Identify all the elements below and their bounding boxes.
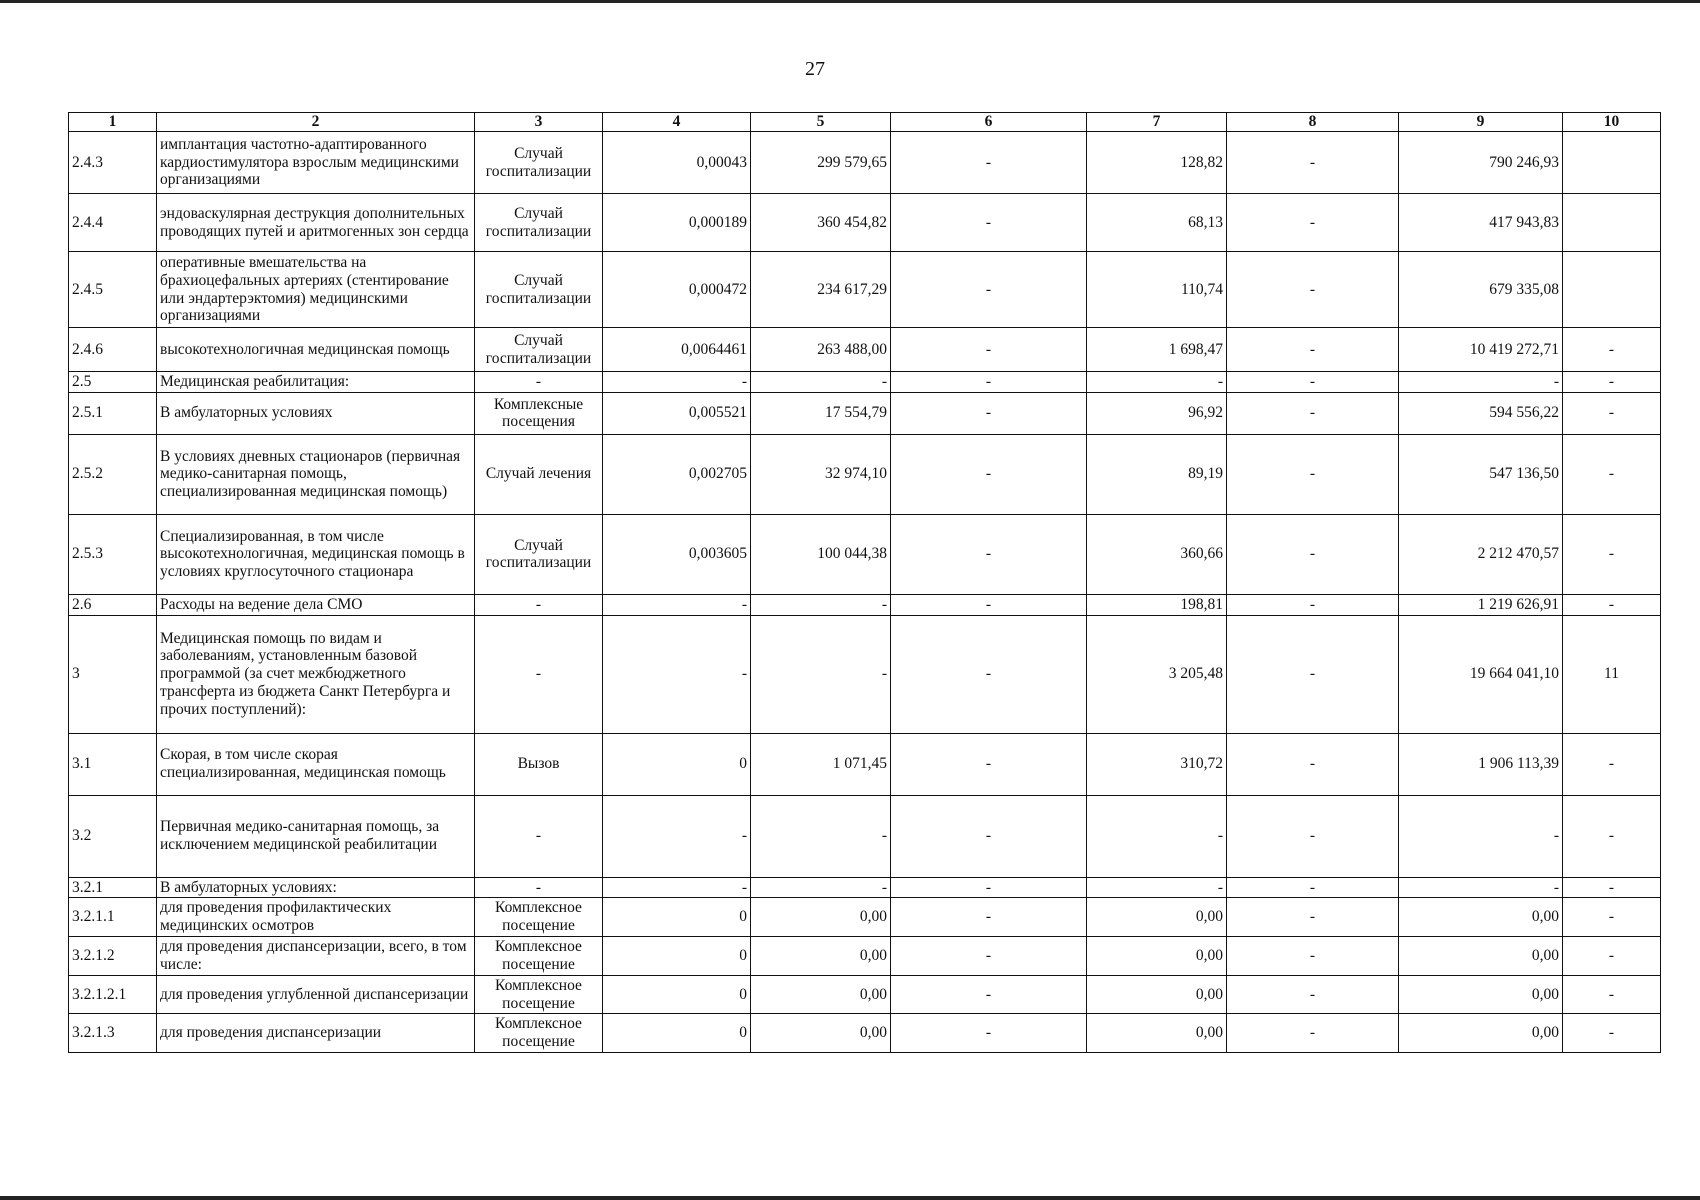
top-border	[0, 0, 1700, 3]
col7-value: 110,74	[1087, 252, 1227, 328]
row-code: 3	[69, 615, 157, 733]
col6-value: -	[891, 252, 1087, 328]
col7-value: 96,92	[1087, 392, 1227, 434]
col4-value: 0	[603, 937, 751, 976]
col4-value: 0	[603, 1014, 751, 1053]
col5-value: 0,00	[751, 975, 891, 1014]
column-header: 5	[751, 113, 891, 132]
table-row	[69, 392, 1661, 434]
col6-value: -	[891, 392, 1087, 434]
table-row	[69, 877, 1661, 898]
col10-value	[1563, 252, 1661, 328]
row-name: имплантация частотно-адаптированного кардиостимулятора взрослым медицинскими организациями	[157, 132, 475, 194]
col9-value: 417 943,83	[1399, 194, 1563, 252]
col9-value: 0,00	[1399, 937, 1563, 976]
col9-value: 679 335,08	[1399, 252, 1563, 328]
row-name: эндоваскулярная деструкция дополнительных проводящих путей и аритмогенных зон сердца	[157, 194, 475, 252]
col5-value: -	[751, 795, 891, 877]
col8-value: -	[1227, 132, 1399, 194]
unit-cell: Случай лечения	[475, 434, 603, 514]
row-code: 2.4.3	[69, 132, 157, 194]
table-row	[69, 252, 1661, 328]
row-code: 2.5.2	[69, 434, 157, 514]
row-name: Скорая, в том числе скорая специализированная, медицинская помощь	[157, 733, 475, 795]
table-row	[69, 975, 1661, 1014]
col4-value: 0,003605	[603, 514, 751, 594]
col5-value: -	[751, 877, 891, 898]
col4-value: -	[603, 615, 751, 733]
column-header: 6	[891, 113, 1087, 132]
row-name: В условиях дневных стационаров (первичная медико-санитарная помощь, специализированная медицинская помощь)	[157, 434, 475, 514]
col9-value: 1 906 113,39	[1399, 733, 1563, 795]
col9-value: 0,00	[1399, 898, 1563, 937]
header-row	[69, 113, 1661, 132]
unit-cell: Случай госпитализации	[475, 328, 603, 372]
col9-value: 594 556,22	[1399, 392, 1563, 434]
unit-cell: Вызов	[475, 733, 603, 795]
table-row	[69, 514, 1661, 594]
unit-cell: Комплексное посещение	[475, 1014, 603, 1053]
data-table	[68, 112, 1661, 1053]
col8-value: -	[1227, 877, 1399, 898]
col10-value	[1563, 132, 1661, 194]
col8-value: -	[1227, 328, 1399, 372]
col5-value: 0,00	[751, 1014, 891, 1053]
col9-value: 2 212 470,57	[1399, 514, 1563, 594]
column-header: 9	[1399, 113, 1563, 132]
unit-cell: Случай госпитализации	[475, 194, 603, 252]
col6-value: -	[891, 733, 1087, 795]
col4-value: 0	[603, 898, 751, 937]
col6-value: -	[891, 594, 1087, 615]
table-row	[69, 898, 1661, 937]
col7-value: 0,00	[1087, 1014, 1227, 1053]
col6-value: -	[891, 795, 1087, 877]
table-row	[69, 328, 1661, 372]
col10-value: -	[1563, 975, 1661, 1014]
col10-value: -	[1563, 372, 1661, 393]
row-code: 3.2.1.1	[69, 898, 157, 937]
row-code: 2.4.4	[69, 194, 157, 252]
col4-value: 0,000189	[603, 194, 751, 252]
col9-value: -	[1399, 372, 1563, 393]
col6-value: -	[891, 434, 1087, 514]
table-row	[69, 937, 1661, 976]
col5-value: -	[751, 372, 891, 393]
table-row	[69, 372, 1661, 393]
col4-value: -	[603, 594, 751, 615]
col10-value: -	[1563, 795, 1661, 877]
row-name: В амбулаторных условиях	[157, 392, 475, 434]
col7-value: 128,82	[1087, 132, 1227, 194]
col8-value: -	[1227, 975, 1399, 1014]
row-code: 2.5	[69, 372, 157, 393]
col9-value: 19 664 041,10	[1399, 615, 1563, 733]
col5-value: 299 579,65	[751, 132, 891, 194]
col6-value: -	[891, 877, 1087, 898]
col7-value: 310,72	[1087, 733, 1227, 795]
col8-value: -	[1227, 615, 1399, 733]
row-code: 3.2.1.3	[69, 1014, 157, 1053]
col10-value: -	[1563, 937, 1661, 976]
col6-value: -	[891, 372, 1087, 393]
row-code: 3.1	[69, 733, 157, 795]
col4-value: 0	[603, 975, 751, 1014]
col5-value: 1 071,45	[751, 733, 891, 795]
row-code: 3.2.1	[69, 877, 157, 898]
row-code: 3.2	[69, 795, 157, 877]
row-code: 2.6	[69, 594, 157, 615]
unit-cell: Случай госпитализации	[475, 252, 603, 328]
row-name: для проведения профилактических медицинских осмотров	[157, 898, 475, 937]
col4-value: 0,00043	[603, 132, 751, 194]
row-code: 2.5.1	[69, 392, 157, 434]
col9-value: 10 419 272,71	[1399, 328, 1563, 372]
col5-value: 0,00	[751, 937, 891, 976]
bottom-border	[0, 1196, 1700, 1200]
col7-value: -	[1087, 795, 1227, 877]
col9-value: -	[1399, 877, 1563, 898]
unit-cell: -	[475, 877, 603, 898]
row-code: 2.4.6	[69, 328, 157, 372]
unit-cell: Комплексное посещение	[475, 937, 603, 976]
col7-value: 0,00	[1087, 898, 1227, 937]
col5-value: 360 454,82	[751, 194, 891, 252]
col10-value: -	[1563, 877, 1661, 898]
col8-value: -	[1227, 733, 1399, 795]
unit-cell: -	[475, 615, 603, 733]
col8-value: -	[1227, 392, 1399, 434]
table-row	[69, 733, 1661, 795]
col8-value: -	[1227, 194, 1399, 252]
table-row	[69, 194, 1661, 252]
column-header: 7	[1087, 113, 1227, 132]
col10-value: -	[1563, 1014, 1661, 1053]
col7-value: 198,81	[1087, 594, 1227, 615]
column-header: 3	[475, 113, 603, 132]
table-row	[69, 594, 1661, 615]
col8-value: -	[1227, 514, 1399, 594]
col8-value: -	[1227, 937, 1399, 976]
col5-value: 263 488,00	[751, 328, 891, 372]
col7-value: 1 698,47	[1087, 328, 1227, 372]
unit-cell: -	[475, 795, 603, 877]
row-name: высокотехнологичная медицинская помощь	[157, 328, 475, 372]
col10-value: -	[1563, 392, 1661, 434]
unit-cell: Комплексные посещения	[475, 392, 603, 434]
col5-value: 17 554,79	[751, 392, 891, 434]
row-name: Специализированная, в том числе высокотехнологичная, медицинская помощь в условиях круглосуточного стационара	[157, 514, 475, 594]
col8-value: -	[1227, 434, 1399, 514]
column-header: 8	[1227, 113, 1399, 132]
col7-value: -	[1087, 372, 1227, 393]
col8-value: -	[1227, 1014, 1399, 1053]
col8-value: -	[1227, 898, 1399, 937]
col10-value	[1563, 194, 1661, 252]
row-name: Медицинская помощь по видам и заболеваниям, установленным базовой программой (за счет межбюджетного трансферта из бюджета Санкт Петербурга и прочих поступлений):	[157, 615, 475, 733]
col7-value: 3 205,48	[1087, 615, 1227, 733]
row-code: 3.2.1.2	[69, 937, 157, 976]
col7-value: 0,00	[1087, 937, 1227, 976]
col7-value: 68,13	[1087, 194, 1227, 252]
table-row	[69, 132, 1661, 194]
column-header: 10	[1563, 113, 1661, 132]
row-name: для проведения диспансеризации	[157, 1014, 475, 1053]
unit-cell: -	[475, 594, 603, 615]
column-header: 2	[157, 113, 475, 132]
col5-value: 100 044,38	[751, 514, 891, 594]
col8-value: -	[1227, 795, 1399, 877]
col9-value: 547 136,50	[1399, 434, 1563, 514]
col9-value: 0,00	[1399, 1014, 1563, 1053]
col6-value: -	[891, 132, 1087, 194]
col10-value: 11	[1563, 615, 1661, 733]
row-name: для проведения диспансеризации, всего, в том числе:	[157, 937, 475, 976]
col10-value: -	[1563, 434, 1661, 514]
col5-value: 0,00	[751, 898, 891, 937]
col4-value: 0,000472	[603, 252, 751, 328]
row-name: Первичная медико-санитарная помощь, за исключением медицинской реабилитации	[157, 795, 475, 877]
row-code: 3.2.1.2.1	[69, 975, 157, 1014]
col6-value: -	[891, 194, 1087, 252]
row-code: 2.5.3	[69, 514, 157, 594]
unit-cell: -	[475, 372, 603, 393]
col10-value: -	[1563, 328, 1661, 372]
col5-value: -	[751, 615, 891, 733]
unit-cell: Случай госпитализации	[475, 514, 603, 594]
col7-value: 0,00	[1087, 975, 1227, 1014]
col4-value: -	[603, 372, 751, 393]
col6-value: -	[891, 615, 1087, 733]
unit-cell: Случай госпитализации	[475, 132, 603, 194]
col4-value: -	[603, 795, 751, 877]
col9-value: -	[1399, 795, 1563, 877]
col4-value: 0,002705	[603, 434, 751, 514]
col5-value: 32 974,10	[751, 434, 891, 514]
col9-value: 1 219 626,91	[1399, 594, 1563, 615]
col10-value: -	[1563, 733, 1661, 795]
col7-value: 360,66	[1087, 514, 1227, 594]
col7-value: 89,19	[1087, 434, 1227, 514]
col6-value: -	[891, 937, 1087, 976]
col8-value: -	[1227, 594, 1399, 615]
col9-value: 790 246,93	[1399, 132, 1563, 194]
row-name: Медицинская реабилитация:	[157, 372, 475, 393]
col8-value: -	[1227, 372, 1399, 393]
col8-value: -	[1227, 252, 1399, 328]
column-header: 1	[69, 113, 157, 132]
table-row	[69, 615, 1661, 733]
col10-value: -	[1563, 594, 1661, 615]
col6-value: -	[891, 514, 1087, 594]
col6-value: -	[891, 328, 1087, 372]
column-header: 4	[603, 113, 751, 132]
row-name: Расходы на ведение дела СМО	[157, 594, 475, 615]
col4-value: 0	[603, 733, 751, 795]
table-row	[69, 795, 1661, 877]
unit-cell: Комплексное посещение	[475, 898, 603, 937]
col6-value: -	[891, 975, 1087, 1014]
col4-value: -	[603, 877, 751, 898]
col6-value: -	[891, 1014, 1087, 1053]
col7-value: -	[1087, 877, 1227, 898]
row-name: для проведения углубленной диспансеризации	[157, 975, 475, 1014]
table-row	[69, 434, 1661, 514]
col10-value: -	[1563, 898, 1661, 937]
col6-value: -	[891, 898, 1087, 937]
unit-cell: Комплексное посещение	[475, 975, 603, 1014]
page-number: 27	[805, 58, 825, 80]
col5-value: 234 617,29	[751, 252, 891, 328]
table-row	[69, 1014, 1661, 1053]
row-name: оперативные вмешательства на брахиоцефальных артериях (стентирование или эндартерэктомия) медицинскими организациями	[157, 252, 475, 328]
col5-value: -	[751, 594, 891, 615]
col9-value: 0,00	[1399, 975, 1563, 1014]
col4-value: 0,005521	[603, 392, 751, 434]
col10-value: -	[1563, 514, 1661, 594]
col4-value: 0,0064461	[603, 328, 751, 372]
row-code: 2.4.5	[69, 252, 157, 328]
row-name: В амбулаторных условиях:	[157, 877, 475, 898]
